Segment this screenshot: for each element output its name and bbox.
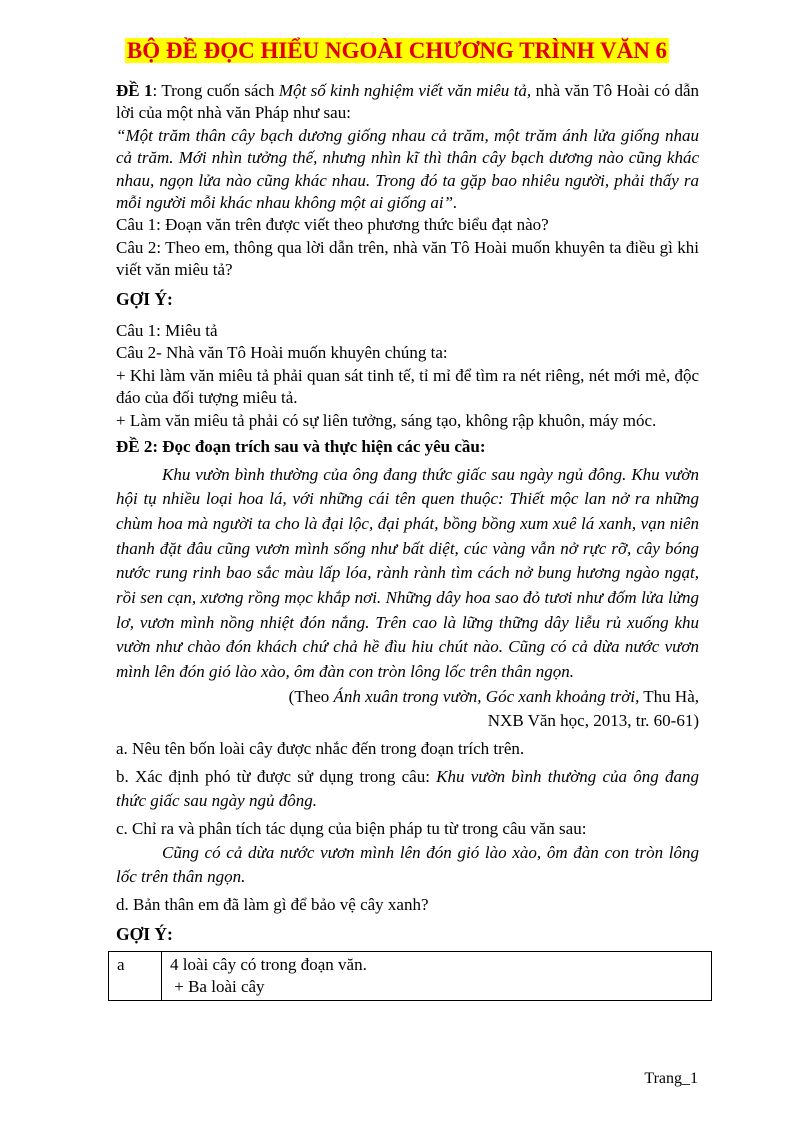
de1-answer-2-point-2: + Làm văn miêu tả phải có sự liên tưởng, sáng tạo, không rập khuôn, máy móc.	[116, 410, 657, 430]
de1-goi-y: GỢI Ý:	[116, 288, 173, 309]
de1-book-title: Một số kinh nghiệm viết văn miêu tả,	[278, 81, 532, 100]
de2-question-a: a. Nêu tên bốn loài cây được nhắc đến trong đoạn trích trên.	[116, 738, 525, 758]
table-row	[109, 952, 712, 1001]
de2-question-b	[116, 765, 699, 813]
document-body	[116, 80, 699, 1001]
de2-question-c-quote: Cũng có cả dừa nước vươn mình lên đón gió lào xào, ôm đàn con tròn lông lốc trên thân ngọn.	[116, 842, 699, 886]
de2-source-title: Ánh xuân trong vườn, Góc xanh khoảng trời,	[333, 686, 640, 706]
de1-question-2: Câu 2: Theo em, thông qua lời dẫn trên, nhà văn Tô Hoài muốn khuyên ta điều gì khi viết văn miêu tả?	[116, 237, 699, 280]
de2-question-c: c. Chỉ ra và phân tích tác dụng của biện pháp tu từ trong câu văn sau:	[116, 818, 587, 838]
de1-answer-1: Câu 1: Miêu tả	[116, 321, 218, 341]
answer-table	[108, 951, 712, 1001]
de1-answer-2-point-1: + Khi làm văn miêu tả phải quan sát tinh tế, tỉ mỉ để tìm ra nét riêng, nét mới mẻ, độc đáo của đối tượng miêu tả.	[116, 365, 699, 408]
table-cell-content	[162, 952, 712, 1001]
de2-question-d: d. Bản thân em đã làm gì để bảo vệ cây xanh?	[116, 894, 429, 914]
de2-source-post: Thu Hà,	[639, 686, 699, 706]
document-title: BỘ ĐỀ ĐỌC HIỂU NGOÀI CHƯƠNG TRÌNH VĂN 6	[126, 38, 668, 63]
de2-question-b-sentence: Khu vườn bình thường của ông đang thức giấc sau ngày ngủ đông.	[116, 766, 699, 810]
table-cell-line-1: 4 loài cây có trong đoạn văn.	[170, 955, 367, 975]
table-cell-line-2: + Ba loài cây	[170, 977, 265, 997]
de1-quote: “Một trăm thân cây bạch dương giống nhau cả trăm, một trăm ánh lửa giống nhau cả trăm. Mới nhìn tưởng thế, nhưng nhìn kĩ thì thân cây bạch dương nào cũng khác nhau, ngọn lửa nào cũng khác nhau. Trong đó ta gặp bao nhiêu người, phải thấy ra mỗi người mỗi khác nhau không một ai giống ai”.	[116, 125, 699, 213]
de2-source-pre: (Theo	[288, 686, 334, 706]
de1-question-1: Câu 1: Đoạn văn trên được viết theo phương thức biểu đạt nào?	[116, 215, 549, 235]
document-title-wrap	[0, 38, 794, 64]
de1-answer-2: Câu 2- Nhà văn Tô Hoài muốn khuyên chúng ta:	[116, 343, 448, 363]
de2-source-line-2: NXB Văn học, 2013, tr. 60-61)	[487, 710, 699, 730]
de1-intro-post: nhà văn Tô Hoài có dẫn lời của một nhà văn Pháp như sau:	[116, 81, 699, 123]
de2-goi-y: GỢI Ý:	[116, 923, 173, 944]
de2-passage: Khu vườn bình thường của ông đang thức giấc sau ngày ngủ đông. Khu vườn hội tụ nhiều loại hoa lá, với những cái tên quen thuộc: Thiết mộc lan nở ra những chùm hoa mà người ta cho là đại lộc, đại phát, bồng bồng xum xuê lá xanh, vạn niên thanh đặt đâu cũng vươn mình sống như bất diệt, cúc vàng vẫn nở rực rỡ, cây bóng nước rung rinh bao sắc màu lấp lóa, rành rành tìm cách nở bung hương ngào ngạt, rồi sen cạn, xương rồng mọc khắp nơi. Những dây hoa sao đỏ tươi như đốm lửa lửng lơ, vươn mình nồng nhiệt đón nắng. Trên cao là lững thững dây liễu rủ xuống khu vườn như chào đón khách chứ chả hề đìu hiu chút nào. Cũng có cả dừa nước vươn mình lên đón gió lào xào, ôm đàn con tròn lông lốc trên thân ngọn.	[116, 464, 699, 682]
de1-intro	[116, 80, 699, 125]
de2-question-b-text: b. Xác định phó từ được sử dụng trong câu:	[116, 766, 437, 786]
page-number: Trang_1	[644, 1070, 698, 1087]
table-cell-label: a	[109, 952, 162, 1001]
de1-label: ĐỀ 1	[116, 81, 153, 100]
de1-intro-pre: : Trong cuốn sách	[152, 81, 279, 100]
de2-source-line-1	[116, 685, 699, 709]
de2-heading: ĐỀ 2: Đọc đoạn trích sau và thực hiện các yêu cầu:	[116, 437, 486, 457]
